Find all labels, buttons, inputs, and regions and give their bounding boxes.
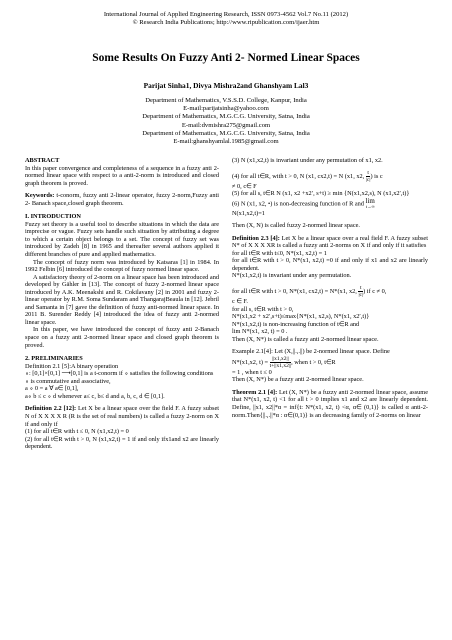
definition-2-3 [232,235,428,250]
anti-axiom-4-tail: ) if c ≠ 0, [363,287,387,295]
example-2-1-conclusion: Then (X, N*) be a fuzzy anti 2-normed linear space. [232,376,364,384]
intro-heading: I. INTRODUCTION [25,213,81,221]
anti-axiom-1: for all t∈R with t≤0, N*(x1, x2,t) = 1 [232,249,327,257]
authors: Parijat Sinha1, Divya Mishra2and Ghanshyam Lal3 [143,81,309,90]
example-formula-lhs: N*(x1,x2, t) = [232,358,269,366]
preliminaries-heading: 2. PRELIMINARIES [25,355,83,363]
abstract-text: In this paper convergence and completeness of a sequence in a fuzzy anti 2- normed linear space with respect to a anti-2-norm is introduced and closed graph theorem is proved. [25,164,219,187]
intro-paragraph: A satisfactory theory of 2-norm on a linear space has been introduced and developed by Gähler in [13]. The concept of fuzzy 2-normed linear space introduced by A.K. Meenakshi and R. Cokilavany [2] in 2001 and fuzzy 2-linear operator by R.M. Soma Sundaram and ThangarajBeaula in [12]. Jebril and Samanta in [7] gave the definition of fuzzy anti-normed linear space. In 2011 B. Surender Reddy [4] introduced the idea of fuzzy anti 2-normed linear space. [25,273,219,326]
journal-header [0,11,452,27]
definition-2-2 [25,405,219,428]
anti-axiom-3: N*(x1,x2,t) is invariant under any permutation. [232,272,352,280]
axiom-4 [232,170,428,183]
axiom-6-text: (6) N (x1, x2, •) is non-decreasing function of R and [232,200,366,208]
definition-2-1: Definition 2.1 [5]:A binary operation [25,362,119,370]
example-2-1: Example 2.1[4]: Let (X,||.,.||) be 2-normed linear space. Define [232,348,390,356]
condition-2: a ∘ 0 = a ∀ a∈ [0,1], [25,385,79,393]
left-column [25,157,219,451]
theorem-2-1 [232,389,428,419]
axiom-3: (3) N (x1,x2,t) is invariant under any permutation of x1, x2. [232,157,383,164]
axiom-4-condition: ≠ 0, c∈ F [232,182,257,190]
limit-subscript: t→∞ [365,203,375,209]
anti-axiom-4 [232,285,428,298]
affiliation-line: Department of Mathematics, M.G.C.G. University, Satna, India [142,129,310,137]
axiom-6 [232,198,428,210]
anti-axiom-5-cont: N*(x1,x2 + x2′,s+t)≤max{N*(x1, x2,s), N*(x1, x2′,t)} [232,313,370,321]
definition-2-2-text: Let X be a linear space over the field F. A fuzzy subset N of X X X X R (R is the set of real numbers) is called a fuzzy 2-norm on X if and only if [25,405,220,428]
fraction-denominator: |c| [358,292,364,299]
affiliation-line: E-mail:parijatsinha@yahoo.com [183,105,269,113]
axiom-1: (1) for all t∈R with t ≤ 0, N (x1,x2,t) = 0 [25,428,129,436]
axiom-4-text: (4) for all t∈R, with t > 0, N (x1, cx2,t) = N (x1, x2, [232,172,366,180]
intro-paragraph: In this paper, we have introduced the concept of fuzzy anti 2-Banach space on a fuzzy anti 2-normed linear space and closed graph theorem is proved. [25,326,219,349]
axiom-6-cont: N(x1,x2,t)=1 [232,209,265,217]
anti-axiom-4-text: for all t∈R with t > 0, N*(x1, cx2,t) = N*(x1, x2, [232,287,359,295]
anti-axiom-4-condition: c ∈ F. [232,298,249,306]
axiom-2: (2) for all t∈R with t > 0, N (x1,x2,t) = 1 if and only ifx1and x2 are linearly dependent. [25,435,219,451]
abstract-heading: ABSTRACT [25,157,60,164]
intro-paragraph: Fuzzy set theory is a useful tool to describe situations in which the data are imprecise or vague. Fuzzy sets handle such situation by attributing a degree to which a certain object belongs to a set. The concept of fuzzy set was introduced by Zadeh [8] in 1965 and thereafter several authors applied it different branches of pure and applied mathematics. [25,220,219,259]
theorem-2-1-text: Let (X, N*) be a fuzzy anti 2-normed linear space, assume that N*(x1, x2, t) <1 for all t > 0 implies x1 and x2 are linearly dependent. Define, ||x1, x2||*α = inf{t: N*(x1, x2, t) <α, α∈ (0,1)} is called α anti-2-norm.Then{||.,.||*α : α∈(0,1)} is an decreasing family of 2-norms on linear [232,388,429,419]
intro-paragraph: The concept of fuzzy norm was introduced by Katsaras [1] in 1984. In 1992 Felbin [6] introduced the concept of fuzzy normed linear space. [25,258,219,274]
fraction-numerator: t [360,285,362,292]
fraction-denominator: |c| [365,176,371,183]
anti-axiom-2: for all t∈R with t > 0, N*(x1, x2,t) =0 if and only if x1 and x2 are linearly dependent. [232,257,428,272]
right-column [232,157,428,419]
header-line-2: © Research India Publications; http://www.ripublication.com/ijaer.htm [132,19,320,26]
limit-symbol [366,198,375,210]
condition-1: ∘ is commutative and associative, [25,377,111,385]
t-conorm-line: ∘: [0,1]×[0,1] ⟶[0,1] is a t-conorm if ∘ satisfies the following conditions [25,370,214,378]
example-formula-condition: , when t > 0, t∈R [291,358,336,366]
definition-2-3-text: Let X be a linear space over a real field F. A fuzzy subset N* of X X X XR is called a fuzzy anti 2-norms on X if and only if it satisfies [232,234,428,250]
example-2-1-formula [232,356,428,369]
affiliation-line: Department of Mathematics, M.G.C.G. University, Satna, India [142,113,310,121]
theorem-2-1-label: Theorem 2.1 [4]: [232,388,278,396]
axiom-4-tail: ) is c [370,172,383,180]
paper-title: Some Results On Fuzzy Anti 2- Normed Linear Spaces [92,52,360,64]
anti-axiom-6: N*(x1,x2,t) is non-increasing function of t∈R and [232,320,360,328]
affiliation-line: E-mail:ghanshyamlal.1985@gmail.com [173,138,279,146]
conclusion-2-3: Then (X, N*) is called a fuzzy anti 2-normed linear space. [232,335,379,343]
example-fraction-denominator: t+||x1,x2|| [269,362,292,369]
example-fraction [270,356,291,369]
affiliation-line: Department of Mathematics, V.S.S.D. College, Kanpur, India [145,97,307,104]
fraction-numerator: t [367,169,369,176]
keywords-label: Keywords: [25,192,55,200]
header-line-1: International Journal of Applied Engineering Research, ISSN 0973-4562 Vol.7 No.11 (2012) [103,11,349,18]
axiom-5: (5) for all s, t∈R N (x1, x2 +x2′, s+t) ≥ min {N(x1,x2,s), N (x1,x2′,t)} [232,190,410,198]
example-2-1-otherwise: = 1 , when t ≤ 0 [232,368,272,376]
affiliations [0,97,452,146]
conclusion-2-2: Then (X, N) is called fuzzy 2-normed linear space. [232,222,360,230]
affiliation-line: E-mail:dvmishra275@gmail.com [181,121,271,129]
definition-2-2-label: Definition 2.2 [12]: [25,405,77,413]
keywords-paragraph [25,192,219,207]
example-fraction-numerator: ||x1,x2|| [270,356,291,363]
anti-axiom-5: for all s, t∈R with t > 0, [232,305,294,313]
condition-3: a∘ b ≤ c ∘ d whenever a≤ c, b≤ d and a, b, c, d ∈ [0,1]. [25,392,165,400]
limit-word: lim [365,196,375,205]
keywords-text: t-conorm, fuzzy anti 2-linear operator, fuzzy 2-norm,Fuzzy anti 2- Banach space,closed graph theorem. [25,192,219,207]
anti-axiom-6-limit: lim N*(x1, x2, t) = 0 . [232,328,288,336]
definition-2-3-label: Definition 2.3 [4]: [232,234,280,242]
